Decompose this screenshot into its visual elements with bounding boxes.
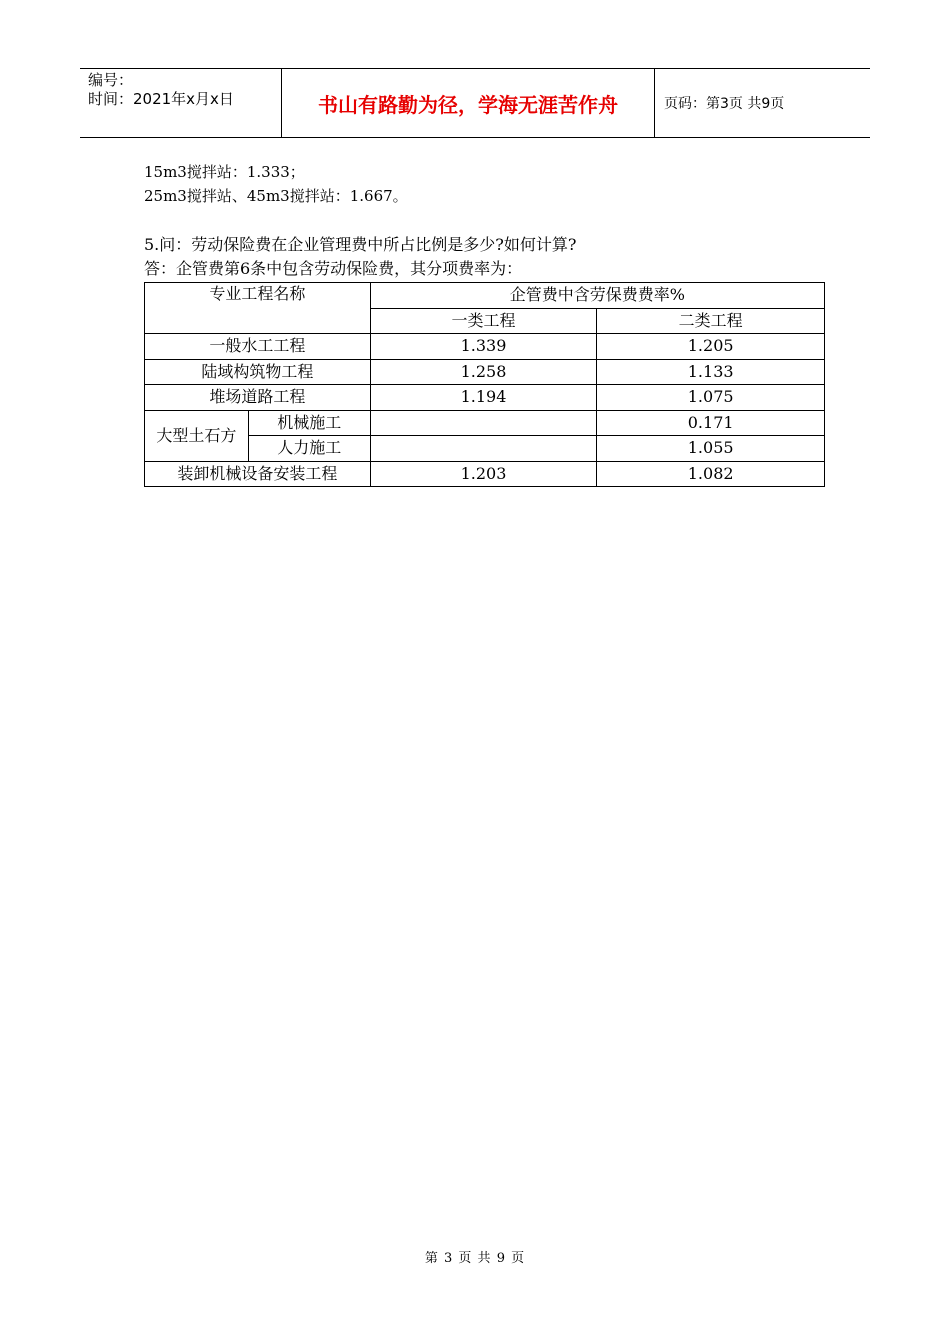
time-label: 时间：2021年x月x日 — [88, 90, 234, 108]
row-name: 陆域构筑物工程 — [145, 359, 371, 385]
table-row — [145, 385, 825, 411]
content-text — [144, 160, 408, 208]
row-class2: 1.133 — [597, 359, 825, 385]
table-row — [145, 359, 825, 385]
question-block — [144, 233, 576, 281]
number-label: 编号： — [88, 71, 134, 89]
col-header-name: 专业工程名称 — [145, 283, 371, 334]
table-row — [145, 410, 825, 436]
header-page-info: 页码：第3页 共9页 — [664, 96, 785, 112]
answer-text: 答：企管费第6条中包含劳动保险费，其分项费率为： — [144, 259, 523, 278]
text-line: 15m3搅拌站：1.333； — [144, 163, 305, 181]
col-header-rate: 企管费中含劳保费费率% — [370, 283, 824, 309]
header-motto: 书山有路勤为径，学海无涯苦作舟 — [318, 92, 618, 117]
row-name: 机械施工 — [248, 410, 370, 436]
header-divider — [654, 69, 655, 137]
row-class2: 1.205 — [597, 334, 825, 360]
col-header-class1: 一类工程 — [370, 308, 597, 334]
header-meta — [88, 71, 234, 109]
table-row — [145, 334, 825, 360]
row-name: 堆场道路工程 — [145, 385, 371, 411]
row-class1: 1.194 — [370, 385, 597, 411]
page-footer: 第 3 页 共 9 页 — [424, 1251, 526, 1266]
question-text: 5.问：劳动保险费在企业管理费中所占比例是多少?如何计算? — [144, 235, 577, 254]
row-name: 装卸机械设备安装工程 — [145, 461, 371, 487]
row-group-earthwork: 大型土石方 — [145, 410, 249, 461]
row-class1 — [370, 436, 597, 462]
row-class1 — [370, 410, 597, 436]
row-class2: 1.082 — [597, 461, 825, 487]
row-class1: 1.258 — [370, 359, 597, 385]
row-class2: 1.075 — [597, 385, 825, 411]
text-line: 25m3搅拌站、45m3搅拌站：1.667。 — [144, 187, 408, 205]
row-name: 人力施工 — [248, 436, 370, 462]
col-header-class2: 二类工程 — [597, 308, 825, 334]
row-class1: 1.339 — [370, 334, 597, 360]
table-row — [145, 461, 825, 487]
page-header — [80, 68, 870, 138]
row-class1: 1.203 — [370, 461, 597, 487]
fee-rate-table — [144, 282, 825, 487]
row-name: 一般水工工程 — [145, 334, 371, 360]
row-class2: 1.055 — [597, 436, 825, 462]
row-class2: 0.171 — [597, 410, 825, 436]
